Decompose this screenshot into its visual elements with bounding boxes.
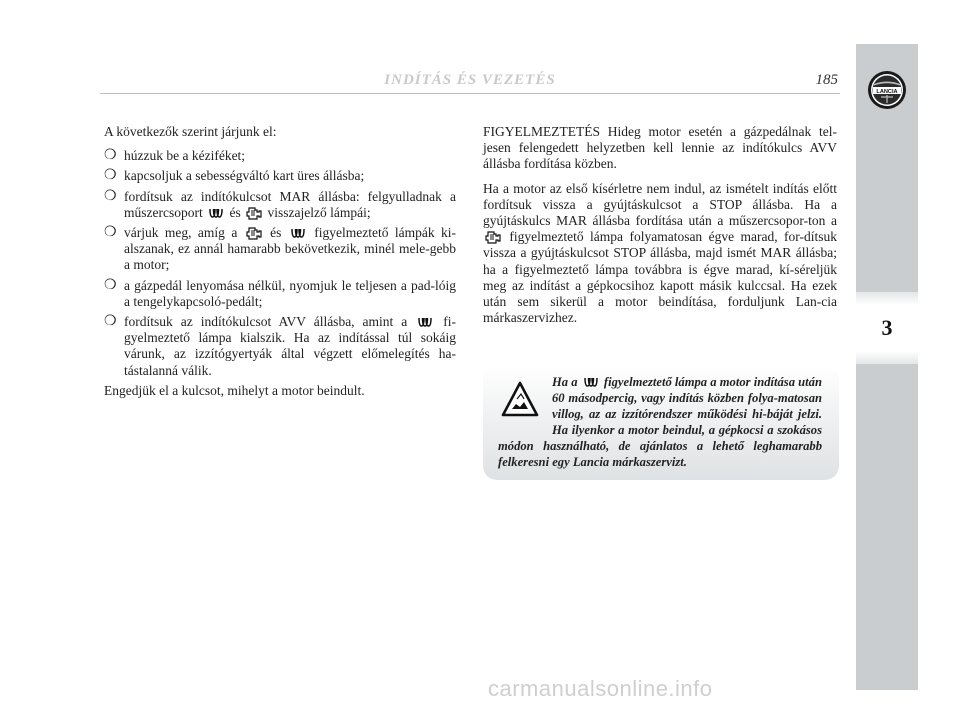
bullet-circle-icon: ❍ bbox=[104, 225, 117, 241]
engine-fault-icon bbox=[246, 206, 262, 220]
chapter-sidebar bbox=[856, 44, 918, 690]
bullet-circle-icon: ❍ bbox=[104, 148, 117, 164]
chapter-title: INDÍTÁS ÉS VEZETÉS bbox=[384, 72, 556, 88]
warning-triangle-icon bbox=[500, 380, 540, 420]
left-column bbox=[104, 124, 456, 407]
lancia-logo-icon bbox=[867, 70, 907, 110]
header-rule bbox=[100, 93, 840, 94]
engine-fault-icon bbox=[485, 230, 501, 244]
page-number: 185 bbox=[815, 72, 838, 88]
bullet-circle-icon: ❍ bbox=[104, 188, 117, 204]
page-header bbox=[100, 70, 840, 94]
bullet-circle-icon: ❍ bbox=[104, 277, 117, 293]
list-item: ❍ fordítsuk az indítókulcsot AVV állásba, amint a fi-gyelmeztető lámpa kialszik. Ha az indítással túl sokáig várunk, az izzítógyertyák által végzett előmelegítés ha-tástalanná válik. bbox=[104, 314, 457, 378]
list-item: ❍ kapcsoljuk a sebességváltó kart üres állásba; bbox=[104, 168, 365, 184]
watermark: carmanualsonline.info bbox=[488, 676, 713, 701]
intro-text: A következők szerint járjunk el: bbox=[104, 124, 277, 139]
list-item: ❍ fordítsuk az indítókulcsot MAR állásba: felgyulladnak a műszercsoport és visszajelző lámpái; bbox=[104, 188, 456, 220]
bullet-circle-icon: ❍ bbox=[104, 168, 117, 184]
glow-plug-icon bbox=[208, 206, 224, 220]
retry-paragraph: Ha a motor az első kísérletre nem indul, az ismételt indítás előtt fordítsuk vissza a gyújtáskulcsot a STOP állásba. Ha a gyújtáskulcs MAR állásba fordítása után a műszercsopor-ton a figyelmeztető lámpa folyamatosan égve marad, for-dítsuk vissza a gyújtáskulcsot STOP állásba, majd ismét MAR állásba; ha a figyelmeztető lámpa továbbra is égve marad, kí-séreljük meg az indítást a gépkocsihoz kapott másik kulccsal. Ha ezek után sem sikerül a motor beindítása, forduljunk Lan-cia márkaszervizhez. bbox=[483, 180, 837, 326]
bullet-circle-icon: ❍ bbox=[104, 314, 117, 330]
glow-plug-icon bbox=[290, 226, 306, 240]
right-column bbox=[483, 124, 837, 334]
list-item: ❍ húzzuk be a kéziféket; bbox=[104, 148, 246, 164]
chapter-number: 3 bbox=[881, 315, 893, 340]
glow-plug-icon bbox=[417, 315, 433, 329]
outro-text: Engedjük el a kulcsot, mihelyt a motor beindult. bbox=[104, 382, 365, 398]
list-item: ❍ várjuk meg, amíg a és figyelmeztető lámpák ki-alszanak, ez annál hamarabb bekövetkezik, minél mele-gebb a motor; bbox=[104, 225, 457, 273]
glow-plug-icon bbox=[583, 375, 599, 389]
warning-text: Ha a figyelmeztető lámpa a motor indítása után 60 másodpercig, vagy indítás közben folya-matosan villog, az az izzítórendszer működési hi-báját jelzi. Ha ilyenkor a motor beindul, a gépkocsi a szokásos módon használható, de ajánlatos a lehető leghamarabb felkeresni egy Lancia márkaszervizt. bbox=[498, 375, 822, 469]
chapter-tab[interactable] bbox=[856, 292, 918, 364]
list-item: ❍ a gázpedál lenyomása nélkül, nyomjuk le teljesen a pad-lóig a tengelykapcsoló-pedált; bbox=[104, 277, 456, 309]
svg-text:LANCIA: LANCIA bbox=[876, 88, 898, 95]
caution-paragraph: FIGYELMEZTETÉS Hideg motor esetén a gázpedálnak tel-jesen felengedett helyzetben kell lennie az indítókulcs AVV állásba fordítása közben. bbox=[483, 124, 837, 172]
warning-box bbox=[483, 366, 839, 480]
engine-fault-icon bbox=[246, 226, 262, 240]
